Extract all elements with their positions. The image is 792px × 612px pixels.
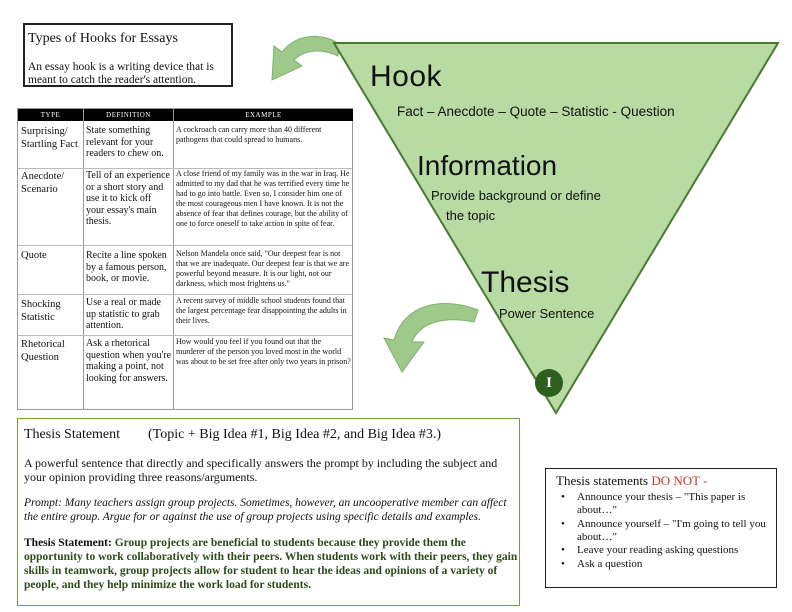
table-cell-definition: State something relevant for your readers to chew on. bbox=[86, 125, 164, 159]
bullet-icon: • bbox=[561, 544, 565, 556]
thesis-example-label: Thesis Statement: bbox=[24, 537, 112, 549]
table-cell-example: A close friend of my family was in the war in Iraq. He admitted to my dad that he was terrified every time he had to go into battle. Even so, I consider him one of the most courageous men I have known. It is not the absence of fear that defines courage, but the ability of one to force oneself to take action in spite of fear. bbox=[176, 169, 350, 228]
bullet-icon: • bbox=[561, 491, 565, 503]
do-not-title-prefix: Thesis statements bbox=[556, 473, 652, 488]
triangle-thesis-title: Thesis bbox=[481, 266, 570, 299]
hooks-title: Types of Hooks for Essays bbox=[28, 31, 178, 46]
thesis-formula: (Topic + Big Idea #1, Big Idea #2, and Big Idea #3.) bbox=[148, 427, 442, 442]
list-item: • Leave your reading asking questions bbox=[561, 544, 739, 556]
table-header-definition: DEFINITION bbox=[84, 109, 173, 121]
table-cell-type: Anecdote/ Scenario bbox=[21, 171, 65, 195]
table-header-type: TYPE bbox=[18, 109, 83, 121]
triangle-hook-title: Hook bbox=[370, 60, 443, 93]
triangle-circle-badge: I bbox=[535, 369, 563, 397]
table-cell-type: Surprising/ Startling Fact bbox=[21, 126, 78, 150]
bullet-icon: • bbox=[561, 557, 565, 570]
hooks-description: An essay hook is a writing device that is meant to catch the reader's attention. bbox=[28, 61, 214, 86]
thesis-definition: A powerful sentence that directly and specifically answers the prompt by including the subject and your opinion providing three reasons/arguments. bbox=[24, 456, 498, 484]
table-cell-definition: Tell of an experience or a short story and use it to kick off your essay's main thesis. bbox=[86, 170, 170, 227]
triangle-hook-subtitle: Fact – Anecdote – Quote – Statistic - Question bbox=[397, 104, 675, 119]
table-cell-example: How would you feel if you found out that the murderer of the person you loved most in the world was about to be set free after only two years in prison? bbox=[176, 337, 351, 366]
table-cell-definition: Ask a rhetorical question when you're making a point, not looking for answers. bbox=[86, 338, 172, 384]
list-item: • Announce your thesis – "This paper is about…" bbox=[561, 491, 746, 516]
table-cell-type: Rhetorical Question bbox=[21, 339, 65, 363]
table-cell-example: A recent survey of middle school students found that the largest percentage fear disappointing the adults in their lives. bbox=[176, 296, 347, 325]
do-not-title bbox=[556, 473, 707, 489]
list-item: • Ask a question bbox=[561, 557, 643, 570]
triangle-information-subtitle-2: the topic bbox=[446, 208, 496, 223]
bullet-icon: • bbox=[561, 517, 565, 530]
do-not-list bbox=[561, 491, 771, 571]
table-header-example: EXAMPLE bbox=[174, 109, 353, 121]
table-cell-type: Quote bbox=[21, 250, 47, 261]
triangle-information-title: Information bbox=[417, 150, 558, 181]
essay-structure-triangle bbox=[330, 37, 782, 417]
table-cell-example: A cockroach can carry more than 40 different pathogens that could spread to humans. bbox=[176, 125, 322, 144]
thesis-example-text: Group projects are beneficial to students because they provide them the opportunity to work collaboratively with their peers. When students work with their peers, they gain skills in teamwork, group projects allow for student to hear the ideas and opinions of a variety of people, and they help minimize the work load for students. bbox=[24, 537, 518, 591]
triangle-thesis-subtitle: Power Sentence bbox=[499, 306, 595, 321]
do-not-title-emphasis: DO NOT - bbox=[651, 473, 708, 488]
table-cell-definition: Recite a line spoken by a famous person, book, or movie. bbox=[86, 250, 167, 284]
table-cell-type: Shocking Statistic bbox=[21, 299, 61, 323]
table-cell-example: Nelson Mandela once said, "Our deepest fear is not that we are inadequate. Our deepest fear is that we are powerful beyond measure. It is our light, not our darkness, which most frightens us." bbox=[176, 249, 350, 288]
thesis-prompt: Prompt: Many teachers assign group projects. Sometimes, however, an uncooperative member can affect the entire group. Argue for or against the use of group projects using specific details and examples. bbox=[24, 497, 507, 523]
thesis-title: Thesis Statement bbox=[24, 427, 121, 442]
table-cell-definition: Use a real or made up statistic to grab attention. bbox=[86, 297, 161, 331]
triangle-information-subtitle: Provide background or define bbox=[431, 188, 601, 203]
thesis-example bbox=[24, 536, 518, 592]
list-item: • Announce yourself – "I'm going to tell you about…" bbox=[561, 517, 766, 543]
hook-types-table bbox=[17, 108, 353, 410]
